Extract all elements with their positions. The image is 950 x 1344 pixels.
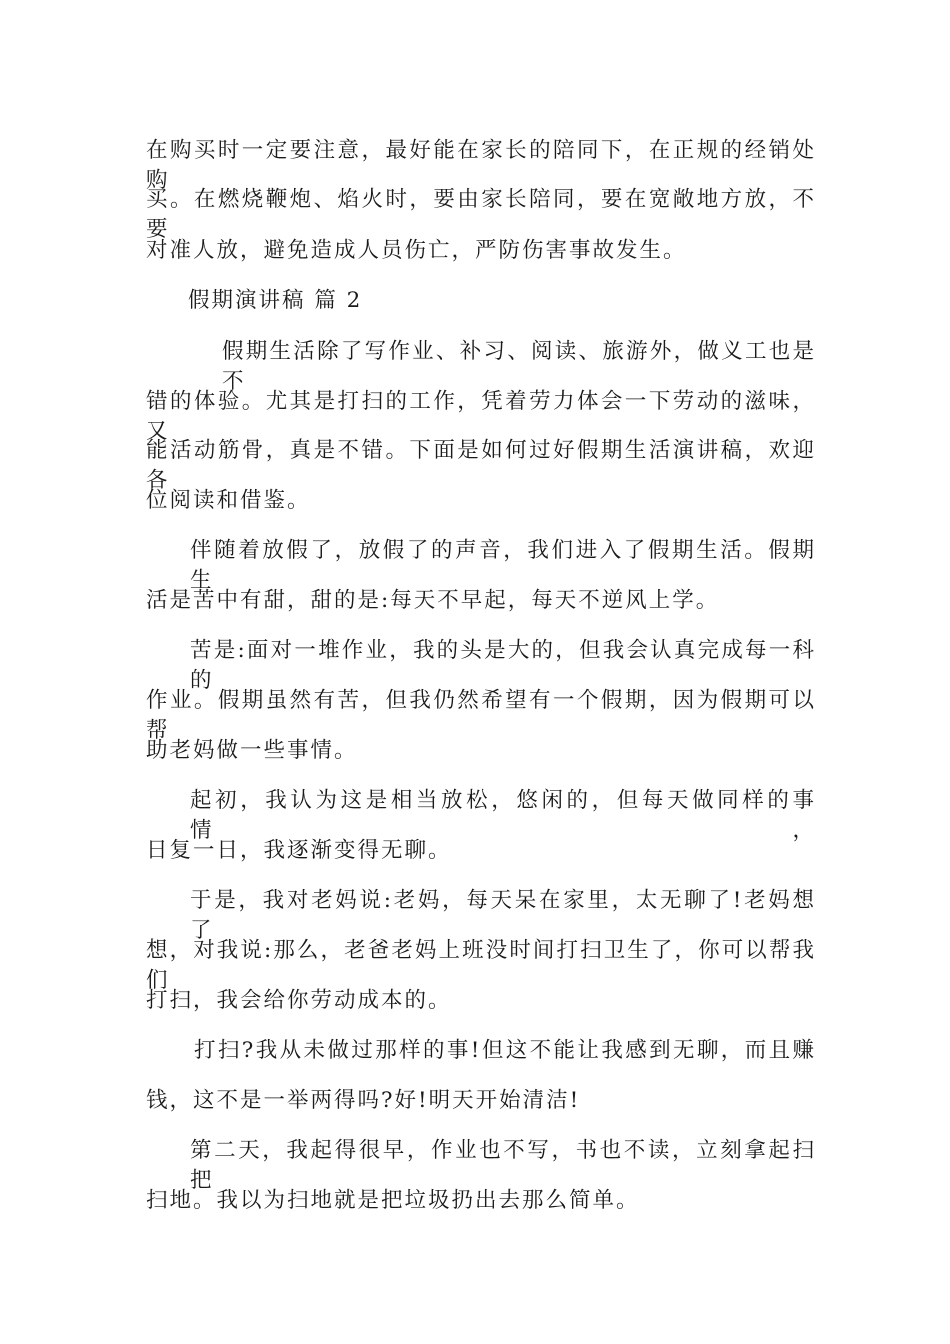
text-line: 起初，我认为这是相当放松，悠闲的，但每天做同样的事情，: [190, 788, 816, 843]
text-line: 打扫，我会给你劳动成本的。: [146, 988, 452, 1013]
text-line: 在购买时一定要注意，最好能在家长的陪同下，在正规的经销处购: [146, 138, 816, 193]
text-line: 第二天，我起得很早，作业也不写，书也不读，立刻拿起扫把: [190, 1138, 816, 1193]
text-line: 于是，我对老妈说:老妈，每天呆在家里，太无聊了!老妈想了: [190, 888, 816, 943]
text-line: 钱，这不是一举两得吗?好!明天开始清洁!: [146, 1088, 581, 1113]
text-line: 苦是:面对一堆作业，我的头是大的，但我会认真完成每一科的: [190, 638, 816, 693]
text-line: 假期生活除了写作业、补习、阅读、旅游外，做义工也是不: [222, 339, 816, 394]
text-line: 位阅读和借鉴。: [146, 488, 311, 513]
text-line: 作业。假期虽然有苦，但我仍然希望有一个假期，因为假期可以帮: [146, 688, 816, 743]
text-line: 错的体验。尤其是打扫的工作，凭着劳力体会一下劳动的滋味，又: [146, 389, 816, 444]
text-line: 扫地。我以为扫地就是把垃圾扔出去那么简单。: [146, 1188, 640, 1213]
text-line: 打扫?我从未做过那样的事!但这不能让我感到无聊，而且赚: [194, 1038, 816, 1063]
text-line: 对准人放，避免造成人员伤亡，严防伤害事故发生。: [146, 238, 687, 263]
text-line: 助老妈做一些事情。: [146, 738, 358, 763]
text-line: 伴随着放假了，放假了的声音，我们进入了假期生活。假期生: [190, 538, 816, 593]
text-line: 买。在燃烧鞭炮、焰火时，要由家长陪同，要在宽敞地方放，不要: [146, 187, 816, 242]
text-line: 活是苦中有甜，甜的是:每天不早起，每天不逆风上学。: [146, 588, 720, 613]
text-line: 能活动筋骨，真是不错。下面是如何过好假期生活演讲稿，欢迎各: [146, 438, 816, 493]
text-line: 日复一日，我逐渐变得无聊。: [146, 838, 452, 863]
section-heading: 假期演讲稿 篇 2: [188, 288, 363, 313]
text-line: 想，对我说:那么，老爸老妈上班没时间打扫卫生了，你可以帮我们: [146, 938, 816, 993]
